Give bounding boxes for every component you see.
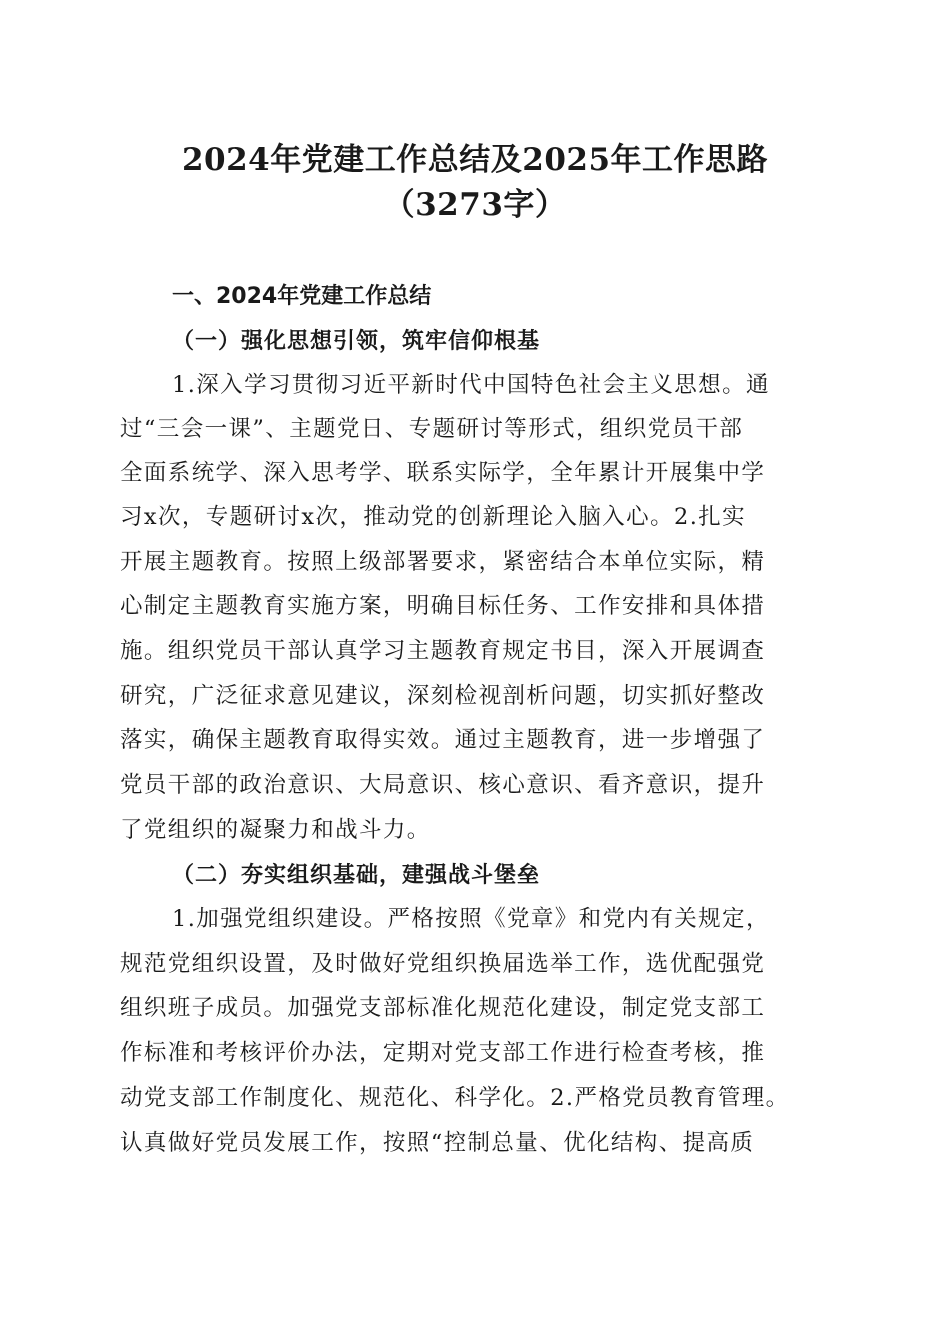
document-title-wordcount: （3273字）	[383, 187, 567, 223]
paragraph-line: 习x次，专题研讨x次，推动党的创新理论入脑入心。2.扎实	[120, 504, 747, 530]
paragraph-line: 组织班子成员。加强党支部标准化规范化建设，制定党支部工	[120, 995, 766, 1021]
paragraph-line: 规范党组织设置，及时做好党组织换届选举工作，选优配强党	[120, 951, 766, 977]
paragraph-line: 党员干部的政治意识、大局意识、核心意识、看齐意识，提升	[120, 772, 766, 798]
paragraph-line: 认真做好党员发展工作，按照“控制总量、优化结构、提高质	[120, 1130, 755, 1156]
section-heading-1: 一、2024年党建工作总结	[172, 284, 432, 309]
paragraph-line: 作标准和考核评价办法，定期对党支部工作进行检查考核，推	[120, 1040, 766, 1066]
paragraph-line: 1.深入学习贯彻习近平新时代中国特色社会主义思想。通	[172, 372, 770, 398]
paragraph-line: 研究，广泛征求意见建议，深刻检视剖析问题，切实抓好整改	[120, 683, 766, 709]
paragraph-line: 了党组织的凝聚力和战斗力。	[120, 817, 431, 843]
paragraph-line: 心制定主题教育实施方案，明确目标任务、工作安排和具体措	[120, 593, 766, 619]
subsection-heading-1: （一）强化思想引领，筑牢信仰根基	[172, 328, 541, 354]
paragraph-line: 施。组织党员干部认真学习主题教育规定书目，深入开展调查	[120, 638, 766, 664]
paragraph-line: 过“三会一课”、主题党日、专题研讨等形式，组织党员干部	[120, 416, 744, 442]
subsection-heading-2: （二）夯实组织基础，建强战斗堡垒	[172, 862, 541, 888]
paragraph-line: 1.加强党组织建设。严格按照《党章》和党内有关规定，	[172, 906, 770, 932]
paragraph-line: 动党支部工作制度化、规范化、科学化。2.严格党员教育管理。	[120, 1085, 790, 1111]
paragraph-line: 落实，确保主题教育取得实效。通过主题教育，进一步增强了	[120, 727, 766, 753]
paragraph-line: 全面系统学、深入思考学、联系实际学，全年累计开展集中学	[120, 460, 766, 486]
document-title: 2024年党建工作总结及2025年工作思路	[181, 142, 769, 178]
paragraph-line: 开展主题教育。按照上级部署要求，紧密结合本单位实际，精	[120, 549, 766, 575]
